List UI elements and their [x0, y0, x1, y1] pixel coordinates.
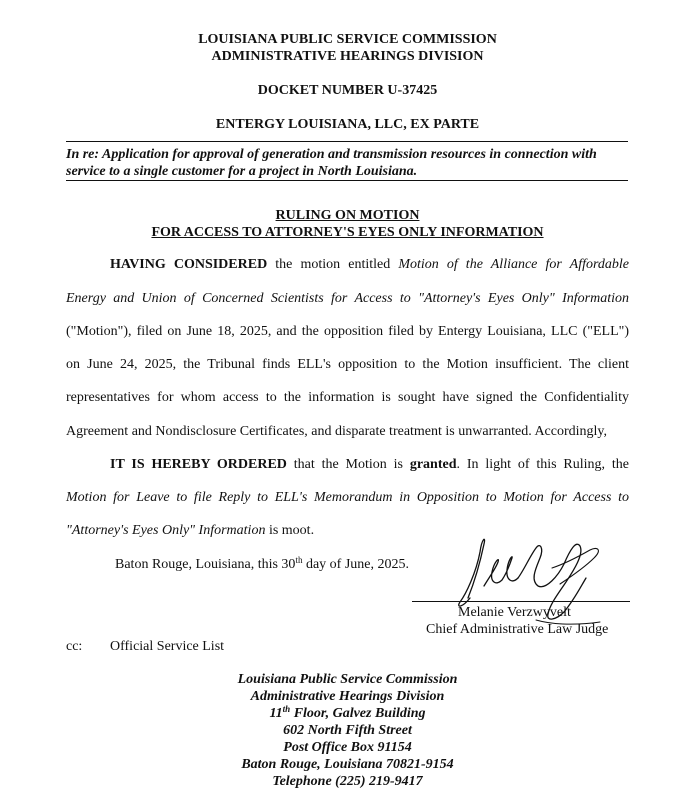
para1-line-2: Energy and Union of Concerned Scientists for Access to "Attorney's Eyes Only" Information — [66, 291, 629, 306]
para2-line-2: Motion for Leave to file Reply to ELL's Memorandum in Opposition to Motion for Access to — [66, 490, 629, 505]
para1-l1-italic: Motion of the Alliance for Affordable — [398, 257, 630, 272]
footer-phone: Telephone (225) 219-9417 — [272, 774, 423, 789]
footer-floor — [0, 705, 695, 722]
in-re-line-2: service to a single customer for a project in North Louisiana. — [66, 164, 418, 179]
in-re-caption — [66, 146, 636, 180]
cc-value: Official Service List — [110, 639, 225, 654]
footer-commission: Louisiana Public Service Commission — [237, 672, 458, 687]
para2-l1-text-b: . In light of this Ruling, the — [456, 457, 629, 472]
para2-line-1 — [110, 456, 629, 474]
granted-word: granted — [409, 457, 457, 472]
para1-line-4: on June 24, 2025, the Tribunal finds ELL's opposition to the Motion insufficient. The client — [66, 357, 629, 372]
docket-number: DOCKET NUMBER U-37425 — [257, 83, 438, 98]
ruling-title-2: FOR ACCESS TO ATTORNEY'S EYES ONLY INFORMATION — [151, 225, 544, 240]
footer-division: Administrative Hearings Division — [250, 689, 445, 704]
para1-line-5: representatives for whom access to the information is sought have signed the Confidentiality — [66, 390, 629, 405]
dateline-prefix: Baton Rouge, Louisiana, this 30 — [115, 557, 296, 572]
para1-line-6: Agreement and Nondisclosure Certificates, and disparate treatment is unwarranted. Accordingly, — [66, 424, 608, 439]
in-re-line-1: In re: Application for approval of generation and transmission resources in connection with — [66, 147, 597, 162]
footer-floor-suffix: Floor, Galvez Building — [290, 706, 426, 721]
para2-l3-italic: "Attorney's Eyes Only" Information — [66, 523, 266, 538]
judge-title: Chief Administrative Law Judge — [426, 622, 609, 637]
para1-line-3: ("Motion"), filed on June 18, 2025, and the opposition filed by Entergy Louisiana, LLC ("ELL") — [66, 324, 629, 339]
para1-line-1 — [110, 256, 629, 274]
cc-label: cc: — [66, 639, 83, 654]
top-divider — [66, 141, 628, 142]
footer-floor-sup: th — [282, 704, 291, 714]
bottom-divider — [66, 180, 628, 181]
dateline-sup: th — [295, 555, 303, 565]
ruling-title-1: RULING ON MOTION — [275, 208, 420, 223]
signature-line — [412, 601, 630, 602]
dateline-suffix: day of June, 2025. — [302, 557, 409, 572]
commission-name: LOUISIANA PUBLIC SERVICE COMMISSION — [198, 32, 497, 47]
para2-l3-text: is moot. — [265, 523, 315, 538]
having-considered: HAVING CONSIDERED — [110, 257, 268, 272]
party-name: ENTERGY LOUISIANA, LLC, EX PARTE — [215, 117, 480, 132]
footer-po-box: Post Office Box 91154 — [283, 740, 412, 755]
it-is-hereby-ordered: IT IS HEREBY ORDERED — [110, 457, 287, 472]
dateline — [115, 556, 409, 574]
judge-name: Melanie Verzwyvelt — [458, 605, 571, 620]
footer-floor-prefix: 11 — [269, 706, 283, 721]
footer-city: Baton Rouge, Louisiana 70821-9154 — [241, 757, 454, 772]
para2-l1-text-a: that the Motion is — [286, 457, 410, 472]
para1-l1-text: the motion entitled — [267, 257, 399, 272]
division-name: ADMINISTRATIVE HEARINGS DIVISION — [211, 49, 484, 64]
footer-street: 602 North Fifth Street — [283, 723, 412, 738]
